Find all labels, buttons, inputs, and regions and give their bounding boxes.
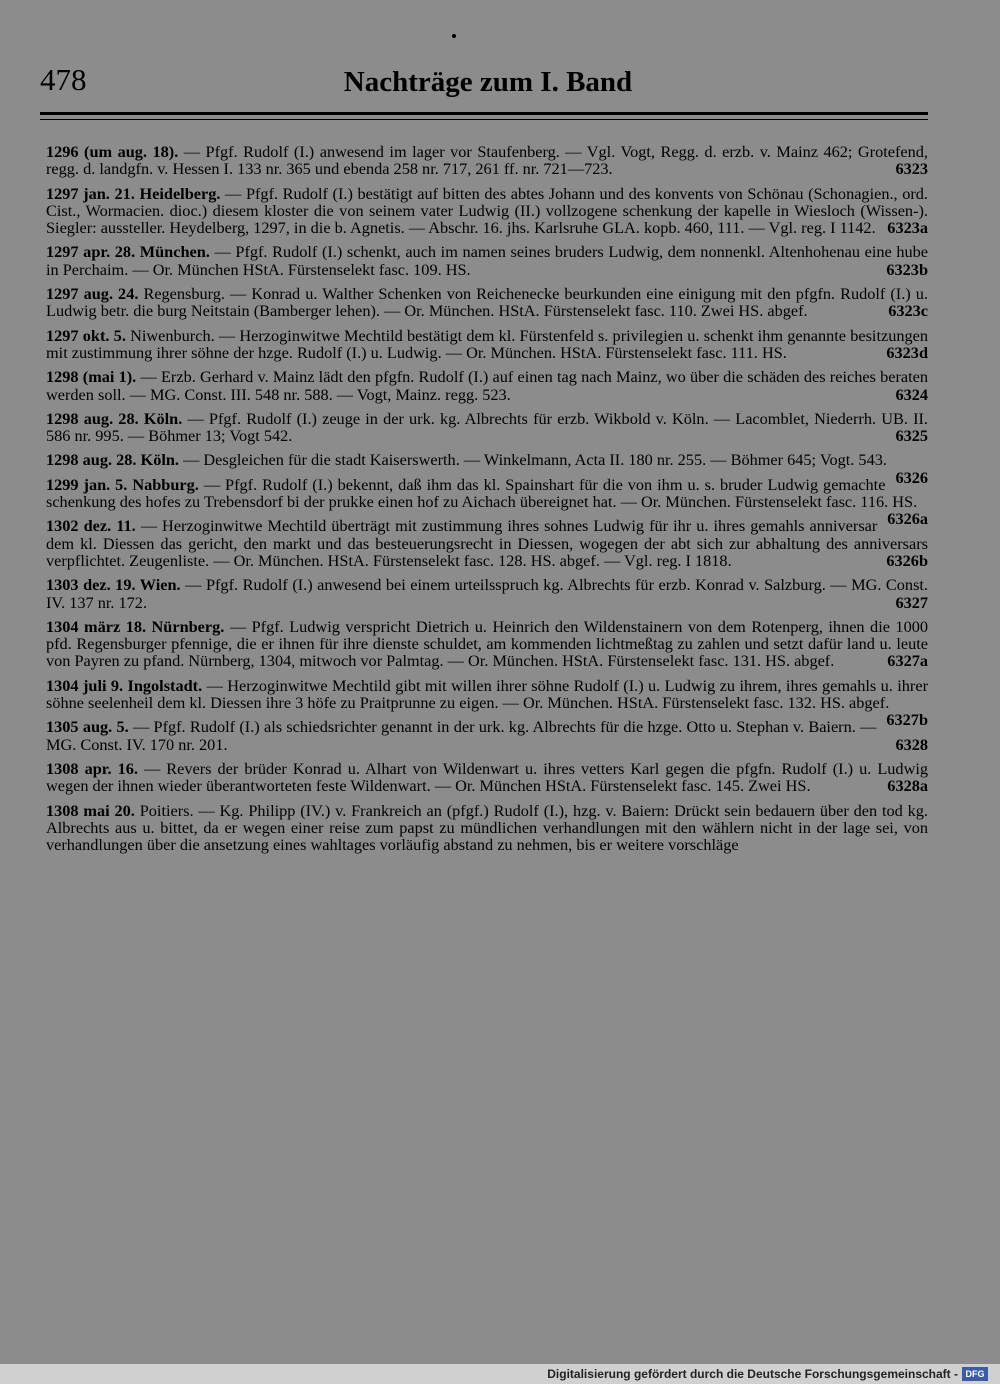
entry-text: — Revers der brüder Konrad u. Alhart von Wildenwart u. ihres vetters Karl gegen die pfgfn. Rudolf (I.) u. Ludwig wegen der ihnen wieder überantworteten feste Wildenwart. — Or. München HStA. Fürstenselekt fasc. 145. Zwei HS. — [46, 758, 928, 796]
entry-date: 1303 dez. 19. Wien. — [46, 575, 181, 595]
entry-number: 6323c — [888, 301, 928, 321]
entry-text: — Herzoginwitwe Mechtild gibt mit willen ihrer söhne Rudolf (I.) u. Ludwig zu ihrem, ihres gemahls u. ihrer söhne seelenheil dem kl. Diessen ihre 3 höfe zu Praitprunne zu eigen. — Or. München. HStA. Fürstenselekt fasc. 132. HS. abgef. — [46, 675, 928, 713]
entry-text: — Pfgf. Rudolf (I.) als schiedsrichter genannt in der urk. kg. Albrechts für die hzge. Otto u. Stephan v. Baiern. — MG. Const. IV. 170 nr. 201. — [46, 717, 877, 754]
regest-entry — [46, 143, 928, 178]
entry-date: 1297 apr. 28. München. — [46, 242, 210, 262]
page-number: 478 — [40, 62, 87, 97]
regest-entry — [46, 185, 928, 237]
entry-text: Regensburg. — Konrad u. Walther Schenken von Reichenecke beurkunden eine einigung mit den pfgfn. Rudolf (I.) u. Ludwig betr. die burg Neitstain (Bamberger lehen). — Or. München. HStA. Fürstenselekt fasc. 110. Zwei HS. abgef. — [46, 284, 928, 321]
entry-text: Niwenburch. — Herzoginwitwe Mechtild bestätigt dem kl. Fürstenfeld s. privilegien u. schenkt ihm genannte besitzungen mit zustimmung ihrer söhne der hzge. Rudolf (I.) u. Ludwig. — Or. München. HStA. Fürstenselekt fasc. 111. HS. — [46, 325, 928, 362]
entry-number: 6323 — [895, 159, 928, 179]
regest-entry — [46, 760, 928, 795]
entry-text: — Pfgf. Ludwig verspricht Dietrich u. Heinrich den Wildenstainern von dem Rotenperg, ihnen die 1000 pfd. Regensburger pfennige, die er ihnen für ihre dienste schuldet, am kommenden lichtmeßtag zu zahlen und setzt dafür land u. leute von Payren zu pfand. Nürnberg, 1304, mitwoch vor Palmtag. — Or. München. HStA. Fürstenselekt fasc. 131. HS. abgef. — [46, 616, 928, 671]
entry-date: 1304 juli 9. Ingolstadt. — [46, 675, 203, 695]
entry-date: 1302 dez. 11. — [46, 516, 136, 536]
entry-text: — Desgleichen für die stadt Kaiserswerth. — Winkelmann, Acta II. 180 nr. 255. — Böhmer 645; Vogt. 543. — [183, 450, 887, 470]
entry-number: 6326b — [886, 550, 928, 570]
entry-number: 6326 — [895, 467, 928, 487]
regest-entry — [46, 718, 928, 753]
regest-entry — [46, 618, 928, 670]
entry-number: 6323a — [887, 218, 928, 238]
entry-date: 1297 jan. 21. Heidelberg. — [46, 183, 221, 203]
entry-date: 1296 (um aug. 18). — [46, 142, 179, 161]
entry-number: 6328a — [887, 776, 928, 796]
entry-number: 6325 — [895, 426, 928, 446]
entry-text: Poitiers. — Kg. Philipp (IV.) v. Frankreich an (pfgf.) Rudolf (I.), hzg. v. Baiern: Drückt sein bedauern über den tod kg. Albrechts aus u. bittet, da er wegen einer reise zum papst zu mündlichen verhandlungen mit den wählern nicht in der lage sei, von verhandlungen über die ansetzung eines wahltages vorläufig abstand zu nehmen, bis er weitere vorschläge — [46, 800, 929, 855]
header-rule-thin — [40, 119, 928, 120]
regest-entry — [46, 285, 928, 320]
entry-number: 6323d — [886, 342, 928, 362]
entry-number: 6326a — [887, 509, 928, 529]
dfg-logo: DFG — [962, 1367, 988, 1381]
entry-text: — Pfgf. Rudolf (I.) anwesend bei einem urteilsspruch kg. Albrechts für erzb. Konrad v. Salzburg. — MG. Const. IV. 137 nr. 172. — [46, 575, 928, 612]
entry-date: 1297 okt. 5. — [46, 325, 126, 345]
regest-entry — [46, 327, 928, 362]
entry-list — [46, 143, 928, 860]
entry-date: 1298 aug. 28. Köln. — [46, 408, 183, 428]
regest-entry — [46, 576, 928, 611]
entry-text: — Pfgf. Rudolf (I.) bestätigt auf bitten des abtes Johann und des konvents von Schönau (Schonagien., ord. Cist., Wormacien. dioc.) diesem kloster die von seinem vater Ludwig (II.) vollzogene schenkung der kapelle in Wiesloch (Wissen-). Siegler: aussteller. Heydelberg, 1297, in die b. Agnetis. — Abschr. 16. jhs. Karlsruhe GLA. kopb. 460, 111. — Vgl. reg. I 1142. — [46, 183, 929, 238]
entry-number: 6323b — [886, 259, 928, 279]
footer-bar — [0, 1364, 1000, 1384]
entry-text: — Pfgf. Rudolf (I.) bekennt, daß ihm das kl. Spainshart für die von ihm u. s. bruder Ludwig gemachte schenkung des hofes zu Trebensdorf bi der prukke einen hof zu Aichach übereignet hat. — Or. München. Fürstenselekt fasc. 116. HS. — [46, 474, 918, 512]
entry-date: 1298 (mai 1). — [46, 367, 137, 387]
header-rule-thick — [40, 112, 928, 115]
entry-text: — Pfgf. Rudolf (I.) schenkt, auch im namen seines bruders Ludwig, dem nonnenkl. Altenhohenau eine hube in Perchaim. — Or. München HStA. Fürstenselekt fasc. 109. HS. — [46, 242, 929, 279]
entry-date: 1298 aug. 28. Köln. — [46, 450, 179, 470]
regest-entry — [46, 410, 928, 445]
entry-number: 6328 — [895, 734, 928, 754]
entry-date: 1297 aug. 24. — [46, 284, 139, 304]
entry-date: 1308 mai 20. — [46, 800, 135, 820]
entry-number: 6327 — [895, 592, 928, 612]
entry-date: 1299 jan. 5. Nabburg. — [46, 474, 199, 494]
entry-date: 1305 aug. 5. — [46, 717, 129, 737]
regest-entry — [46, 243, 928, 278]
regest-entry — [46, 802, 928, 854]
page-title: Nachträge zum I. Band — [343, 66, 633, 98]
entry-date: 1304 märz 18. Nürnberg. — [46, 616, 225, 636]
regest-entry — [46, 517, 928, 569]
funding-notice: Digitalisierung gefördert durch die Deutsche Forschungsgemeinschaft - — [547, 1367, 958, 1381]
entry-number: 6327b — [886, 710, 928, 730]
entry-text: — Pfgf. Rudolf (I.) anwesend im lager vor Staufenberg. — Vgl. Vogt, Regg. d. erzb. v. Mainz 462; Grotefend, regg. d. landgfn. v. Hessen I. 133 nr. 365 und ebenda 258 nr. 717, 261 ff. nr. 721—723. — [46, 142, 928, 179]
regest-entry — [46, 368, 928, 403]
entry-number: 6327a — [887, 651, 928, 671]
entry-text: — Erzb. Gerhard v. Mainz lädt den pfgfn. Rudolf (I.) auf einen tag nach Mainz, wo über die schäden des reiches beraten werden soll. — MG. Const. III. 548 nr. 588. — Vogt, Mainz. regg. 523. — [46, 367, 929, 404]
entry-date: 1308 apr. 16. — [46, 758, 138, 778]
entry-text: — Pfgf. Rudolf (I.) zeuge in der urk. kg. Albrechts für erzb. Wikbold v. Köln. — Lacomblet, Niederrh. UB. II. 586 nr. 995. — Böhmer 13; Vogt 542. — [46, 408, 928, 446]
print-mark — [452, 34, 456, 38]
entry-number: 6324 — [895, 384, 928, 404]
entry-text: — Herzoginwitwe Mechtild überträgt mit zustimmung ihres sohnes Ludwig für ihr u. ihres gemahls anniversar dem kl. Diessen das gericht, den markt und das besteuerungsrecht in Diessen, wogegen der abt sich zur abhaltung des anniversars verpflichtet. Zeugenliste. — Or. München. HStA. Fürstenselekt fasc. 128. HS. abgef. — Vgl. reg. I 1818. — [46, 516, 928, 570]
